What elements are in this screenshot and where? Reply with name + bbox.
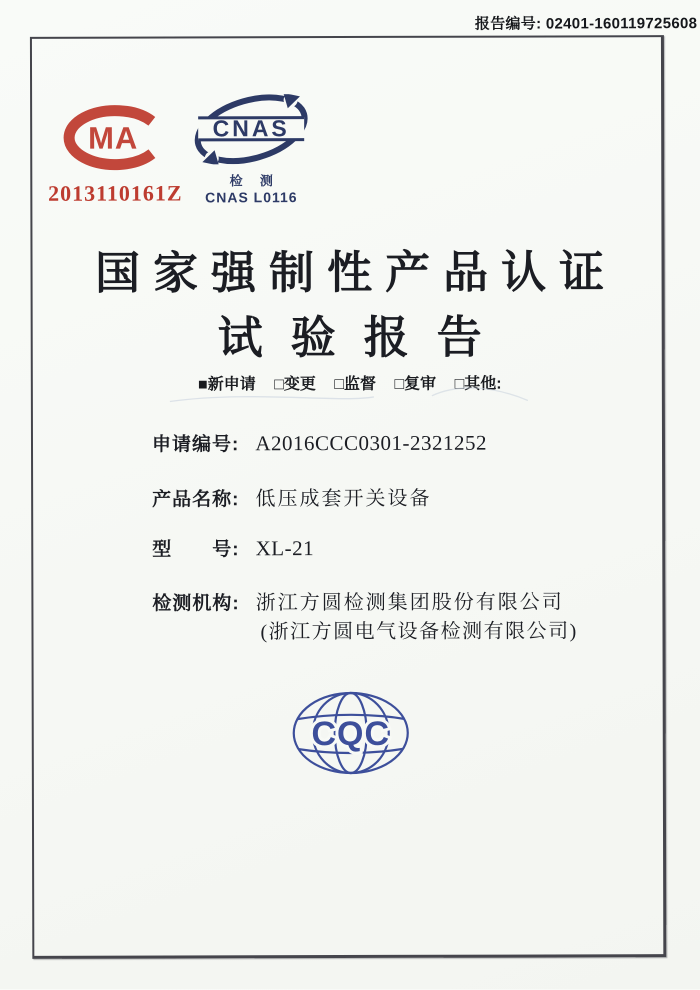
option-review [394, 376, 436, 393]
application-type-options [0, 370, 700, 395]
option-other [455, 376, 502, 393]
report-number-label: 报告编号: [474, 15, 542, 33]
checkbox-empty-icon: □ [454, 375, 465, 393]
field-product-name [152, 482, 431, 512]
field-application-number [152, 429, 487, 457]
document-title-line1: 国家强制性产品认证 [94, 247, 618, 299]
field-testing-agency [152, 585, 563, 615]
cqc-letters: CQC [311, 714, 391, 754]
field-label: 型 号: [152, 539, 240, 561]
cma-mark [45, 100, 185, 206]
field-testing-agency-line2: (浙江方圆电气设备检测有限公司) [260, 620, 578, 644]
checkbox-empty-icon: □ [274, 376, 284, 394]
option-label: 其他: [464, 375, 502, 393]
cnas-accreditation-number: CNAS L0116 [205, 189, 298, 206]
option-label: 新申请 [207, 376, 256, 394]
report-number [475, 12, 697, 34]
option-label: 监督 [343, 375, 377, 394]
field-value: 低压成套开关设备 [255, 487, 432, 511]
cma-letters: MA [88, 120, 139, 156]
cma-certificate-code: 2013110161Z [48, 180, 183, 206]
option-label: 变更 [283, 376, 316, 394]
checkbox-empty-icon: □ [394, 375, 405, 393]
cnas-logo-icon [189, 94, 313, 164]
option-supervision [334, 376, 376, 393]
cnas-testing-tag: 检 测 [229, 173, 280, 189]
report-number-value: 02401-160119725608 [545, 15, 698, 33]
field-model [152, 534, 314, 561]
field-label: 申请编号: [151, 434, 240, 456]
document-title-line2: 试验报告 [217, 312, 510, 364]
option-new-application [198, 376, 256, 393]
option-label: 复审 [404, 375, 437, 393]
cma-logo-icon [56, 100, 174, 174]
field-value: 浙江方圆检测集团股份有限公司 [255, 591, 564, 615]
field-label: 产品名称: [152, 489, 240, 511]
option-change [274, 376, 316, 393]
checkbox-checked-icon: ■ [198, 376, 208, 394]
cqc-logo-icon [290, 690, 412, 776]
cqc-mark [290, 690, 412, 781]
cnas-mark [187, 94, 315, 205]
field-label: 检测机构: [152, 593, 240, 615]
field-value: A2016CCC0301-2321252 [255, 430, 488, 456]
checkbox-empty-icon: □ [334, 376, 345, 394]
cnas-letters: CNAS [212, 115, 290, 142]
field-value: XL-21 [255, 536, 315, 561]
